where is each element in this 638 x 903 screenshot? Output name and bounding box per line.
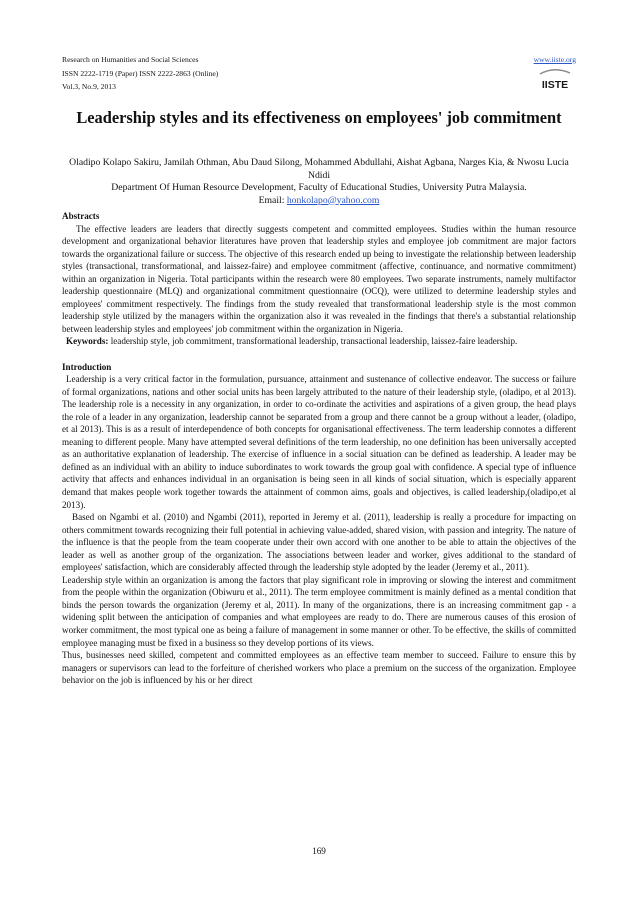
author-names: Oladipo Kolapo Sakiru, Jamilah Othman, Abu Daud Silong, Mohammed Abdullahi, Aishat Agbana, Narges Kia, & Nwosu Lucia Ndidi [69,157,569,181]
issn-line: ISSN 2222-1719 (Paper) ISSN 2222-2863 (Online) [62,68,219,78]
paper-title: Leadership styles and its effectiveness on employees' job commitment [76,108,562,127]
journal-url-link[interactable]: www.iiste.org [533,55,576,64]
page-number: 169 [312,846,326,856]
email-label: Email: [258,194,285,206]
keywords-text: leadership style, job commitment, transformational leadership, transactional leadership, laissez-faire leadership. [110,336,518,347]
abstract-heading: Abstracts [62,211,100,221]
iiste-logo-text: IISTE [541,79,569,91]
email-line [62,195,576,208]
intro-paragraph-2: Based on Ngambi et al. (2010) and Ngambi (2011), reported in Jeremy et al. (2011), leadership is really a procedure for impacting on others commitment towards recognizing their full potential in achieving value-added, shared vision, with passion and integrity. The nature of the influence is that the people from the team cooperate under their own accord with one another to be able to attain the objectives of the leader as well as another group of the organization. The associations between leader and worker, gives additional to the standard of employees' satisfaction, which are considerably affected through the leadership style adopted by the leader (Jeremy et al., 2011). [62,512,576,573]
introduction-heading: Introduction [62,361,112,372]
affiliation: Department Of Human Resource Development, Faculty of Educational Studies, University Putra Malaysia. [111,182,527,193]
keywords-label: Keywords: [66,336,109,347]
keywords-line [62,335,576,348]
author-block [62,157,576,207]
iiste-logo [534,68,576,92]
main-body [62,210,576,687]
email-link[interactable]: honkolapo@yahoo.com [286,194,380,206]
intro-paragraph-4: Thus, businesses need skilled, competent and committed employees as an effective team member to succeed. Failure to ensure this by managers or supervisors can lead to the forfeiture of cherished workers who place a premium on the success of the organization. Employee behavior on the job is influenced by his or her direct [62,650,576,686]
journal-name: Research on Humanities and Social Sciences [62,55,199,64]
intro-paragraph-3: Leadership style within an organization is among the factors that play significant role in improving or slowing the interest and commitment from the people within the organization (Obiwuru et al., 2011). The term employee commitment is mainly defined as a mental condition that binds the person towards the organization (Jeremy et al, 2011). In many of the organizations, there is an increasing commitment gap - a widening split between the anticipation of companies and what employees are ready to do. There are numerous causes of this erosion of worker commitment, the most typical one as being a failure of management in some manner or other. To be effective, the skills of committed employee managing must be fixed in a business so they develop portions of its views. [62,574,576,648]
intro-paragraph-1: Leadership is a very critical factor in the formulation, pursuance, attainment and sustenance of collective endeavor. The success or failure of formal organizations, nations and other social units has been largely attributed to the nature of their leadership style, (oladipo, et al 2013). The leadership role is a necessity in any organization, in order to co-ordinate the activities and aspirations of a given group, the head plays the role of a leader in any organization, leadership cannot be separated from a group and there cannot be a group without a leader, (oladipo, et al 2013). This is as a result of interdependence of both concepts for organisational effectiveness. The term leadership connotes a different meaning to different people. Many have attempted several definitions of the term leadership, no one definition has been universally accepted as an authoritative explanation of leadership. The exercise of influence in a social situation can be defined as leadership. A leader may be defined as an individual with an ability to induce subordinates to work towards the group goal with confidence. A special type of influence activity that affects and enhances individual in an organisation is being seen in all kinds of social situation, which is especially apparent demand that makes people work together towards the attainment of common aims, goals and objectives, is called leadership,(oladipo,et al 2013). [62,374,576,510]
abstract-text: The effective leaders are leaders that directly suggests competent and committed employees. Studies within the human resource development and organizational behavior literatures have proven that leadership styles and employee job commitment are major factors towards the organizational failure or success. The objective of this research ended up being to investigate the relationship between leadership styles (transactional, transformational, and laissez-faire) and employee commitment (affective, continuance, and normative commitment) within an organization in Nigeria. Total participants within the research were 80 employees. Two separate instruments, namely multifactor leadership questionnaire (MLQ) and organizational commitment questionnaire (OCQ), were utilized to determine leadership styles and employees' commitment respectively. The findings from the study revealed that transformational leadership style is the most common leadership style utilized by the managers within the organization also it was revealed in the findings that there's a substantial relationship between leadership styles and employees' job commitment within the organization in Nigeria. [62,223,576,334]
volume-line: Vol.3, No.9, 2013 [62,82,116,91]
running-header [62,53,576,94]
